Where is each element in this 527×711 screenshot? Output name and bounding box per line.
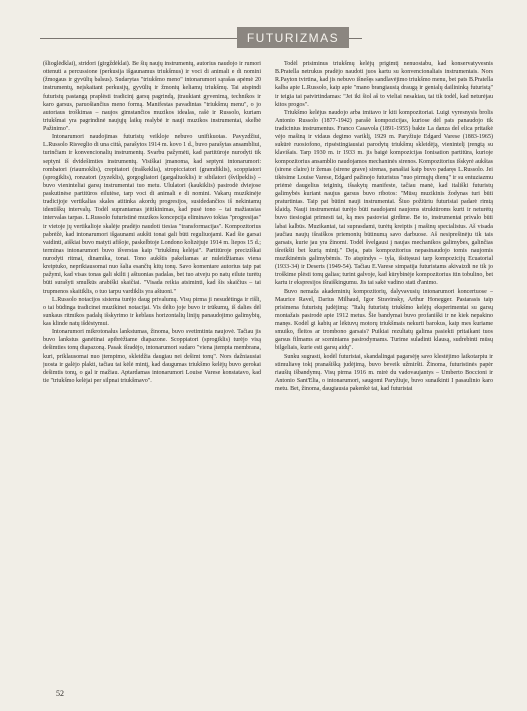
paragraph: Intonarumori naudojimas futuristų veikloje nebuvo unifikuotas. Pavyzdžiui, L.Russolo Risveglio di una città, parašytos 1914 m. kovo 1 d., buvo parašytas ansambliui, turinčiam ir konvencionalių instrumentų. Svarbu pažymėti, kad partitūroje nurodyti tik septyni iš dvidešimties instrumentų. Visiškai įmanoma, kad septyni intonarumori: rombatori (riaumoklis), crepitatori (traškeklia), stropicciatori (gramdiklis), scoppiatori (sprogiklis), ronzatori (zyzeklis), gorgogliatori (gargaliuoklis) ir sibilatori (švilpeklis) – buvo vieninteliai garsų instrumentai tuo metu. Ululatori (kaukiklis) pasirodė dviejose paskutinėse partitūros eilutėse, tarp voci di animali e di nomini. Vakarų muzikinėje tradicijoje vertikalias skales atitinka akordų progresijos, susidedančios iš nekintamų identiškų intervalų. Todėl suprantamas jėitikinimas, kad pusė tono – tai mažiausias intervalas tarpas. L.Russolo futuristinė muzikos koncepcija eliminavo tokias "progresijas" ir vietoje jų vertikalioje skalėje pradėjo naudoti tiesias "transformacijas". Kompozitorius pabrėžė, kad intonarumori išgaunami aukšti tonai gali būti reguliuojami. Kad šie garsai vaidinti, aiškiai buvo matyti afišoje, paskelbtoje Londono kolizėjuje 1914 m. liepos 15 d.; terminas intonarumori buvo išverstas kaip "triukšmų kelėjai". Partitūroje preciziškai nurodyti ritmai, dinamika, tonai. Tono aukštis pakeliamas ar nuleidžiamas viena kreiptuko, neprikiausomai nuo šalia esančių kitų tonų. Savo komentare autorius taip pat pažymi, kad visas tonas gali skilti į aštuonias padalas, bet tuo atveju po natų eilute turėtų būti surašyti smulkūs arabiški skaičiai. "Visada reikia atsiminti, kad šis skaičius – tai trupmenos skaitiklis, o tuo tarpu vardiklis yra aštuoni." — [43, 134, 261, 295]
paragraph: Intonarumori mikrotonalus lankstumas, žinoma, buvo svetimtinta naujovė. Tačiau jis buvo lankstus ganėtinai apibrėžtame diapazone. Scoppiatori (sprogiklis) turėjo visą dešimties tonų diapazoną. Pasak išradėjo, intonarumori sudaro "viena įtempta membrana, kuri, priklausomai nuo įtempimo, skleidžia daugiau nei dešimt tonų". Nors dažniausiai juosta ir galėjo plakti, tačiau tai kėlė mintį, kad daugumas triukšmo kelėjų buvo gerokai dešimtis tonų, o gal ir mažiau. Aptardamas intonarumori Louise Varese konstatavo, kad tie "triukšmo kelėjai per silpnai triukšmavo". — [43, 329, 261, 384]
paragraph: Todėl prisiminus triukšmų kelėjų prigimtį nenuostabu, kad konservatyvesnis B.Pratella netrukus pradėjo naudoti juos kartu su konvencionaliais instrumentais. Nors R.Payton tvirtina, kad jis nebuvo išnešęs sandlavėjimo triukšmo menu, bet pats B.Pratella kalba apie L.Russolo, kaip apie "mano brangiausią draugą ir genialų dailininką futuristą" ir teigia tai patvirtindamas: "Jei iki šiol aš to vieliai nesakiau, tai tik todėl, kad neturėjau kitos progos". — [275, 61, 493, 108]
paragraph: Sunku sugrasti, kodėl futuristai, skandalingai pagarsėję savo klestėjimo laikotarpiu ir stimuliavę tokį pranašišką judėjimą, buvo beveik užmiršti. Žinoma, futuristinės papėr riaušių išbandymų. Visų pirma 1916 m. mirė du vadovaujantys – Umberto Boccioni ir Antonio Sant'Elia, o intonarumori, saugomi Paryžiuje, buvo sunaikinti I pasaulinio karo metu. Bet, žinoma, daugiausia pakenkė tai, kad futuristai — [275, 353, 493, 392]
paragraph: (šlioglėdklai), stridori (girgždėklai). Be šių naujų instrumentų, autorius naudojo ir rumori ottenuti a percussione (perkusija išgaunamus triukšmus) ir voci di animali e di nomini (žmogaus ir gyvūlių balsus). Sudarytas "triukšmo meno" intonarumori sąrašas apėmė 20 instrumentų, neįskaitant perkusijų, gyvūlių ir žmonių keliamų triukšmų. Tai atspindi futuristų pastangą praplėsti tradicinį garsų pagrindą, įtraukiant gyvenimą, technikos ir karo garsus, paruošiančius meno formą. Manifestas pavadintas "triukšmų menu", o jo autoriaus troškimas – naujos gimstančios muzikos idealas, rašė ir Russolo, kuriam triukšmai yra pagrindinė naujųjų laikų realybė ir nauji muzikos instrumentai, skelbė Pažinimo". — [43, 61, 261, 132]
paragraph: L.Russolo notacijos sistema turėjo daug privalumų. Visų pirma ji nesudėtinga ir rišli, o tai būdinga tradicinei muzikinei notacijai. Vis dėlto joje buvo ir trūkumų, iš dalies dėl sunkaus ritmikos padalų išskyrimo ir keblaus horizontalių linijų panaudojimo galimybių, kas klinde natų išdėstymui. — [43, 296, 261, 327]
right-column — [275, 60, 493, 670]
left-column — [43, 60, 261, 670]
section-header — [237, 27, 349, 48]
paragraph: Triukšmo kelėjus naudojo arba imitavo ir kiti kompozitoriai. Luigi vyresnysis brolis Antonio Russolo (1877-1942) parašė kompozicijas, kuriose dėl pats panaudojo tik tradicinius instrumentus. Franco Casavola (1891-1955) bakte La danza del elica pritaikė vėjo mašiną ir vidaus degimo variklį, 1929 m. Paryžiuje Edgard Varese (1883-1965) sukūrė ruosiofono, ripsėstingiausiai parodytų triukšmų skleidėją, vienintelį įrengtą su klavišais. Tarp 1930 m. ir 1933 m. jis baigė kompozicijas Ionisation partitūra, kurioje kompozitorius ansamblio naudojamos mechaninės sirenos. Kompozitorius išskyrė aukštas (sirene claire) ir žemas (sirene grave) sirenas, panašiai kaip buvo padaręs L.Russolo. Jei tikėsime Louise Varese, Edgard pažinojo futuristus "nuo pirmųjų dienų" ir su entuziazmu priėmė daugelius teiginių, išsakytų manifeste, tačiau manė, kad itališki futuristų galimybės kuriant naujus garsus buvo ribotos: "Mūsų muzikinis žodynas turi būti praturtintas. Taip pat būtini nauji instrumentai. Šiuo požiūriu futuristai padarė rimtą klaidą. Nauji instrumentai turėjo būti naudojami naujoms struktūroms kurti ir neturėtų buvo tiesiogiai primesti tai, ką mes pastoviai girdime. Be to, instrumentai privalo būti labai kalbūs. Muzikantai, tai suprasdami, turėtų kreiptis į mašinų specialistus. Aš visada jaučiau naujų išraiškos priemonių būtinumą savo darbuose. Aš nesiprešinėju tik tais garsais, kurie jau yra žinomi. Todėl švelgausi į naujas mechanikos galimybes, galinčias išreikšti bet kurią mintį." Deja, pats kompozitorius nepasinaudojo tomis naujomis muzikinėmis galimybėmis. To atspindys – tyla, išsitęsusi tarp kompozicijų Ecuatorial (1933-34) ir Deserts (1949-54). Tačiau E.Varese simpatija futuristams akivaizdi ne tik jo troškime plėsti tonų galias; turint galvoje, kad kūrybinėje kompozitorius itin tobulino, bet kartu ir ekspresijos išraiškingumu. Jis tai sakė vadino stati d'animo. — [275, 109, 493, 287]
paragraph: Buvo nemaža akademinių kompozitorių, dalyvavusių intonarumori koncertuose – Maurice Ravel, Darius Milhaud, Igor Stravinsky, Arthur Honegger. Pastarasis taip prisimena futuristų judėjimą: "Italų futuristų triukšmo kelėjų eksperimentai su garsų montažais pasirodė apie 1912 metus. Šie bandymai buvo profaniški ir ne kiek nepakino manęs. Kodėl gi kabių ar lėktuvų motorų triukšmais nekurti barokus, kaip mes kuriame smuiko, fleitos ar trombono garsais? Puikiai rezultatų galima pasiekti pritaikant tuos garsus filmams ar sceniniams pasirodymams. Turime suladinti klausą, sudrebinti mūsų bilgeliais, kurie esti garsų aidų". — [275, 288, 493, 352]
section-title: FUTURIZMAS — [246, 30, 340, 45]
page-number: 52 — [56, 689, 64, 698]
header-rule-tail — [349, 38, 362, 39]
